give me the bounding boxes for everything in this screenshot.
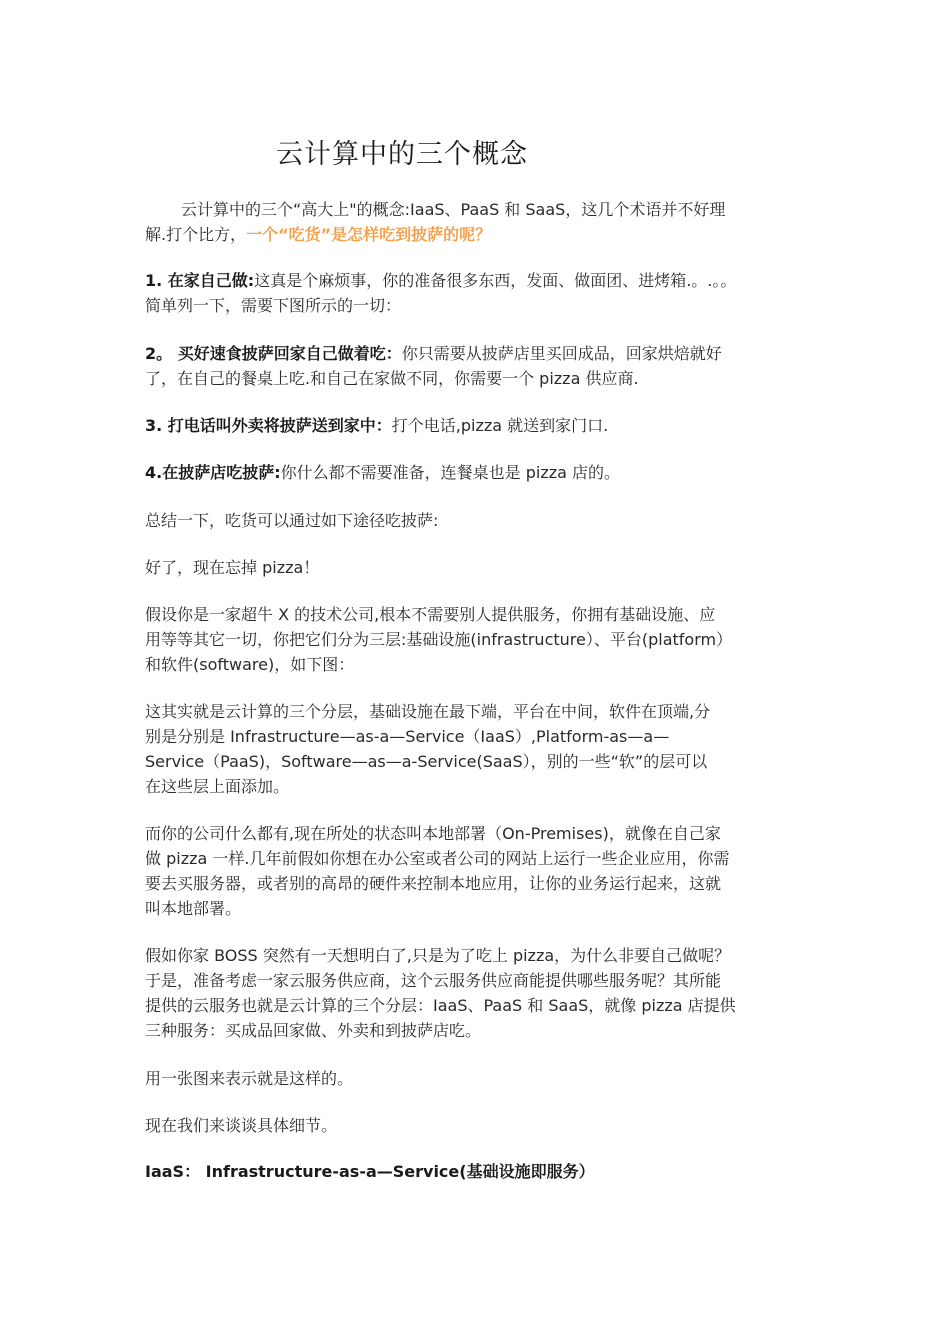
- diagram-line: 用一张图来表示就是这样的。: [145, 1069, 354, 1088]
- item-1-text: 这真是个麻烦事，你的准备很多东西，发面、做面团、进烤箱.。.。。: [254, 271, 737, 290]
- item-3-line: [145, 413, 817, 438]
- item-4-label: 4.在披萨店吃披萨:: [145, 463, 281, 482]
- boss-line-2: 于是，准备考虑一家云服务供应商，这个云服务供应商能提供哪些服务呢？其所能: [145, 971, 722, 990]
- layers-line-2: 别是分别是 Infrastructure—as-a—Service（IaaS）,Platform-as—a—: [145, 727, 670, 746]
- item-3-text: 打个电话,pizza 就送到家门口.: [391, 416, 609, 435]
- item-1-label: 1. 在家自己做:: [145, 271, 255, 290]
- item-3-paragraph: [145, 413, 817, 438]
- intro-line-2-prefix: 解.打个比方，: [145, 225, 247, 244]
- iaas-heading-paragraph: [145, 1159, 817, 1184]
- intro-paragraph: [145, 197, 817, 247]
- forget-line: 好了，现在忘掉 pizza！: [145, 558, 320, 577]
- boss-line-1: 假如你家 BOSS 突然有一天想明白了,只是为了吃上 pizza，为什么非要自己做呢？: [145, 946, 731, 965]
- item-3-label: 3. 打电话叫外卖将披萨送到家中：: [145, 416, 392, 435]
- iaas-heading: IaaS： Infrastructure-as-a—Service(基础设施即服务）: [145, 1162, 595, 1181]
- onprem-paragraph: [145, 821, 817, 921]
- item-2-line-2: 了，在自己的餐桌上吃.和自己在家做不同，你需要一个 pizza 供应商.: [145, 369, 639, 388]
- item-2-text: 你只需要从披萨店里买回成品，回家烘焙就好: [401, 344, 722, 363]
- diagram-paragraph: [145, 1066, 817, 1091]
- page-title: 云计算中的三个概念: [276, 139, 528, 170]
- item-1-paragraph: [145, 268, 817, 318]
- layers-line-1: 这其实就是云计算的三个分层，基础设施在最下端，平台在中间，软件在顶端,分: [145, 702, 711, 721]
- layers-line-3: Service（PaaS)，Software—as—a-Service(SaaS），别的一些“软”的层可以: [145, 752, 708, 771]
- item-2-line-1: [145, 341, 817, 366]
- item-4-text: 你什么都不需要准备，连餐桌也是 pizza 店的。: [280, 463, 621, 482]
- intro-highlight-question: 一个“吃货”是怎样吃到披萨的呢？: [246, 225, 492, 244]
- summary-line: 总结一下，吃货可以通过如下途径吃披萨:: [145, 511, 439, 530]
- item-4-paragraph: [145, 460, 817, 485]
- summary-paragraph: [145, 508, 817, 533]
- layers-paragraph: [145, 699, 817, 799]
- item-1-line-1: [145, 268, 817, 293]
- onprem-line-1: 而你的公司什么都有,现在所处的状态叫本地部署（On-Premises)，就像在自己家: [145, 824, 721, 843]
- company-line-2: 用等等其它一切，你把它们分为三层:基础设施(infrastructure）、平台(platform）: [145, 630, 733, 649]
- item-2-label: 2。 买好速食披萨回家自己做着吃：: [145, 344, 402, 363]
- boss-line-4: 三种服务：买成品回家做、外卖和到披萨店吃。: [145, 1021, 482, 1040]
- onprem-line-2: 做 pizza 一样.几年前假如你想在办公室或者公司的网站上运行一些企业应用，你需: [145, 849, 730, 868]
- item-1-line-2: 简单列一下，需要下图所示的一切：: [145, 296, 402, 315]
- forget-paragraph: [145, 555, 817, 580]
- boss-paragraph: [145, 943, 817, 1043]
- details-line: 现在我们来谈谈具体细节。: [145, 1116, 338, 1135]
- onprem-line-4: 叫本地部署。: [145, 899, 242, 918]
- details-paragraph: [145, 1113, 817, 1138]
- onprem-line-3: 要去买服务器，或者别的高昂的硬件来控制本地应用，让你的业务运行起来，这就: [145, 874, 722, 893]
- boss-line-3: 提供的云服务也就是云计算的三个分层：IaaS、PaaS 和 SaaS，就像 pizza 店提供: [145, 996, 736, 1015]
- intro-line-2: [145, 222, 817, 247]
- item-4-line: [145, 460, 817, 485]
- layers-line-4: 在这些层上面添加。: [145, 777, 290, 796]
- company-paragraph: [145, 602, 817, 677]
- company-line-1: 假设你是一家超牛 X 的技术公司,根本不需要别人提供服务，你拥有基础设施、应: [145, 605, 716, 624]
- intro-line-1: 云计算中的三个“高大上"的概念:IaaS、PaaS 和 SaaS，这几个术语并不好理: [181, 200, 726, 219]
- company-line-3: 和软件(software)，如下图：: [145, 655, 355, 674]
- item-2-paragraph: [145, 341, 817, 391]
